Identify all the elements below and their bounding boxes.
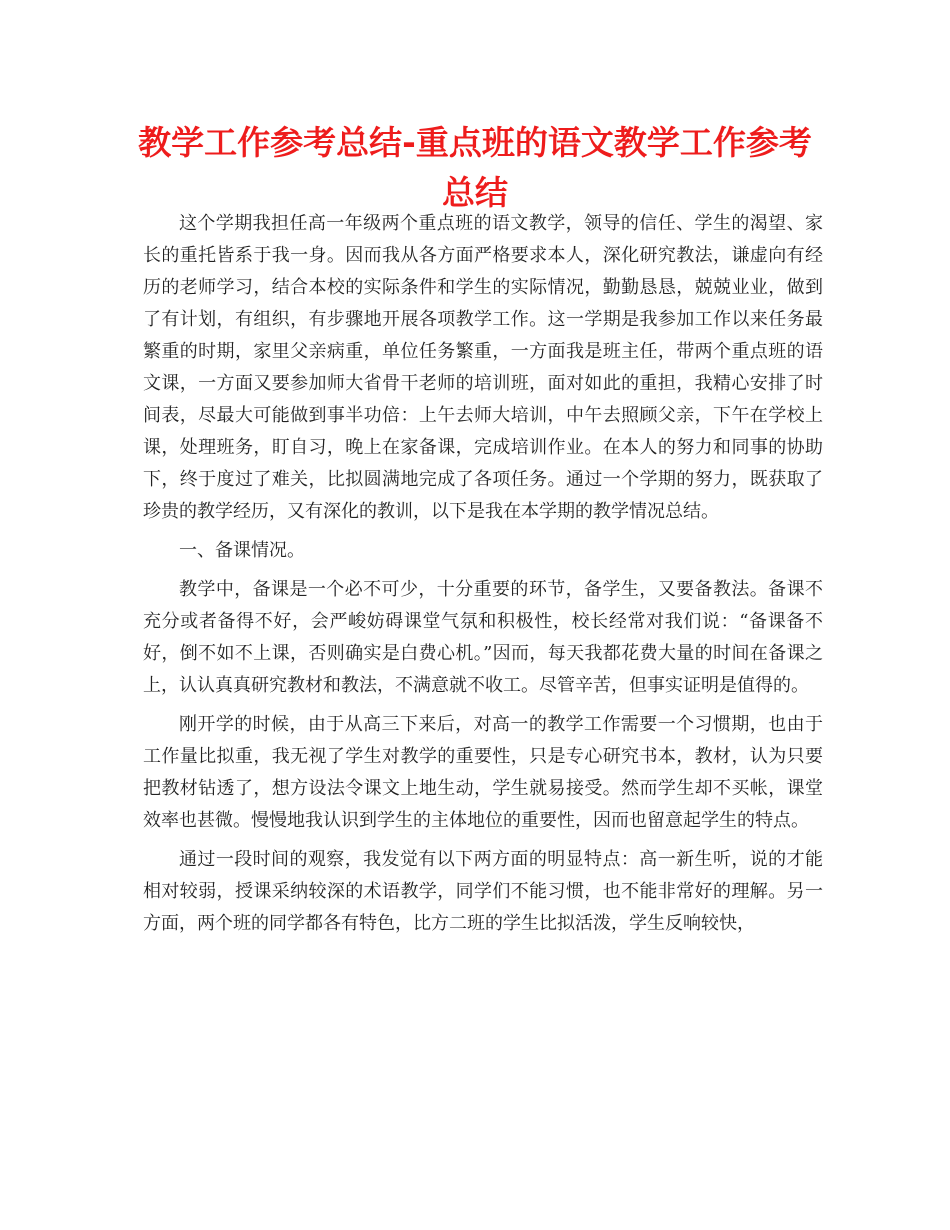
document-body — [143, 208, 823, 947]
section-heading-lesson-prep: 一、备课情况。 — [179, 540, 305, 561]
paragraph-observation: 通过一段时间的观察，我发觉有以下两方面的明显特点：高一新生听，说的才能相对较弱，授课采纳较深的术语教学，同学们不能习惯，也不能非常好的理解。另一方面，两个班的同学都各有特色，比方二班的学生比拟活泼，学生反响较快， — [143, 849, 823, 934]
paragraph-semester-start: 刚开学的时候，由于从高三下来后，对高一的教学工作需要一个习惯期，也由于工作量比拟重，我无视了学生对教学的重要性，只是专心研究书本，教材，认为只要把教材钻透了，想方设法令课文上地生动，学生就易接受。然而学生却不买帐，课堂效率也甚微。慢慢地我认识到学生的主体地位的重要性，因而也留意起学生的特点。 — [143, 714, 823, 831]
paragraph-intro: 这个学期我担任高一年级两个重点班的语文教学，领导的信任、学生的渴望、家长的重托皆系于我一身。因而我从各方面严格要求本人，深化研究教法，谦虚向有经历的老师学习，结合本校的实际条件和学生的实际情况，勤勤恳恳，兢兢业业，做到了有计划，有组织，有步骤地开展各项教学工作。这一学期是我参加工作以来任务最繁重的时期，家里父亲病重，单位任务繁重，一方面我是班主任，带两个重点班的语文课，一方面又要参加师大省骨干老师的培训班，面对如此的重担，我精心安排了时间表，尽最大可能做到事半功倍：上午去师大培训，中午去照顾父亲，下午在学校上课，处理班务，盯自习，晚上在家备课，完成培训作业。在本人的努力和同事的协助下，终于度过了难关，比拟圆满地完成了各项任务。通过一个学期的努力，既获取了珍贵的教学经历，又有深化的教训，以下是我在本学期的教学情况总结。 — [143, 213, 823, 522]
document-title: 教学工作参考总结-重点班的语文教学工作参考总结 — [138, 123, 812, 212]
paragraph-lesson-prep: 教学中，备课是一个必不可少，十分重要的环节，备学生，又要备教法。备课不充分或者备得不好，会严峻妨碍课堂气氛和积极性，校长经常对我们说：“备课备不好，倒不如不上课，否则确实是白费心机。”因而，每天我都花费大量的时间在备课之上，认认真真研究教材和教法，不满意就不收工。尽管辛苦，但事实证明是值得的。 — [143, 579, 823, 696]
